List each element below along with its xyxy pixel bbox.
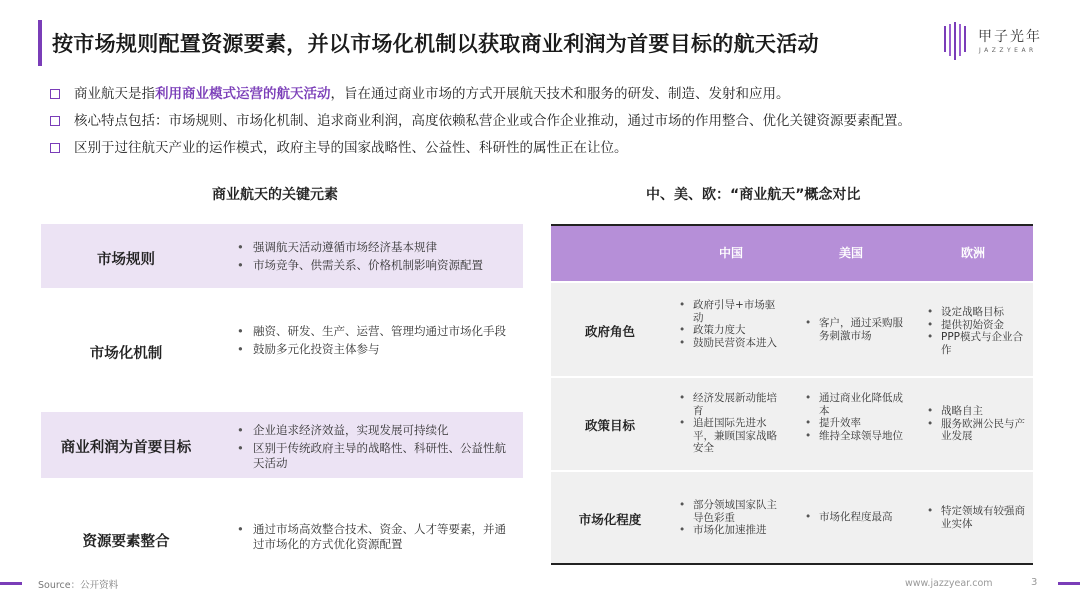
key-element-name: 市场规则 <box>97 252 155 268</box>
cell-usa <box>801 317 909 342</box>
table-top-border <box>551 224 1033 226</box>
list-item: • 维持全球领导地位 <box>801 430 909 443</box>
key-element-items <box>237 522 517 555</box>
square-bullet-icon <box>50 116 60 126</box>
key-element-row <box>41 478 523 568</box>
intro-bullets <box>48 85 1048 166</box>
cell-usa <box>801 392 909 442</box>
key-element-name: 市场化机制 <box>89 346 163 362</box>
list-item: • 强调航天活动遵循市场经济基本规律 <box>237 240 517 255</box>
column-header-usa: 美国 <box>838 246 863 260</box>
bullet-text: 商业航天是指 <box>74 86 155 102</box>
list-item: • 追赶国际先进水平，兼顾国家战略安全 <box>675 417 785 455</box>
page-title: 按市场规则配置资源要素，并以市场化机制以获取商业利润为首要目标的航天活动 <box>52 32 819 56</box>
list-item: • 政府引导+市场驱动 <box>675 299 785 324</box>
list-item: • 提升效率 <box>801 417 909 430</box>
list-item: • 通过商业化降低成本 <box>801 392 909 417</box>
row-label: 市场化程度 <box>578 512 642 527</box>
title-accent-bar <box>38 20 42 66</box>
key-element-row <box>41 412 523 478</box>
list-item: • 市场化加速推进 <box>675 524 785 537</box>
list-item: • 客户，通过采购服务刺激市场 <box>801 317 909 342</box>
bullet-highlight: 利用商业模式运营的航天活动 <box>155 86 331 102</box>
key-element-items <box>237 423 517 474</box>
list-item: • 企业追求经济效益，实现发展可持续化 <box>237 423 517 438</box>
cell-china <box>675 299 785 349</box>
list-item: • 区别于传统政府主导的战略性、科研性、公益性航天活动 <box>237 441 517 471</box>
list-item: • 通过市场高效整合技术、资金、人才等要素，并通过市场化的方式优化资源配置 <box>237 522 517 552</box>
list-item: • 鼓励多元化投资主体参与 <box>237 342 517 357</box>
cell-china <box>675 392 785 455</box>
key-element-row <box>41 288 523 412</box>
list-item: • 经济发展新动能培育 <box>675 392 785 417</box>
cell-usa <box>801 511 909 524</box>
list-item: • 融资、研发、生产、运营、管理均通过市场化手段 <box>237 324 517 339</box>
footer-accent-left <box>0 582 22 585</box>
list-item: • 提供初始资金 <box>923 319 1029 332</box>
list-item: • PPP模式与企业合作 <box>923 331 1029 356</box>
key-element-items <box>237 324 517 360</box>
key-element-items <box>237 240 517 276</box>
table-row <box>551 283 1033 376</box>
website-link[interactable]: www.jazzyear.com <box>905 578 993 589</box>
bullet-text: 核心特点包括：市场规则、市场化机制、追求商业利润，高度依赖私营企业或合作企业推动，通过市场的作用整合、优化关键资源要素配置。 <box>74 113 911 129</box>
column-header-china: 中国 <box>718 246 743 260</box>
brand-logo <box>942 20 1062 60</box>
column-header-europe: 欧洲 <box>960 246 985 260</box>
list-item: • 部分领域国家队主导色彩重 <box>675 499 785 524</box>
key-element-name: 资源要素整合 <box>82 534 170 550</box>
list-item: • 鼓励民营资本进入 <box>675 337 785 350</box>
intro-bullet <box>48 85 1048 112</box>
comparison-header-row <box>551 224 1033 281</box>
logo-text-en: JAZZYEAR <box>979 47 1037 54</box>
cell-europe <box>923 405 1029 443</box>
right-section-title: 中、美、欧：“商业航天”概念对比 <box>646 187 861 203</box>
square-bullet-icon <box>50 143 60 153</box>
key-element-name: 商业利润为首要目标 <box>60 440 192 456</box>
table-bottom-border <box>551 563 1033 565</box>
left-section-title: 商业航天的关键元素 <box>212 187 338 203</box>
comparison-table <box>551 224 1033 564</box>
bullet-text: ，旨在通过商业市场的方式开展航天技术和服务的研发、制造、发射和应用。 <box>330 86 790 102</box>
key-element-row <box>41 224 523 288</box>
list-item: • 市场竞争、供需关系、价格机制影响资源配置 <box>237 258 517 273</box>
cell-europe <box>923 505 1029 530</box>
table-row <box>551 378 1033 470</box>
page-number: 3 <box>1031 577 1038 588</box>
intro-bullet <box>48 112 1048 139</box>
logo-text-cn: 甲子光年 <box>978 29 1042 45</box>
list-item: • 市场化程度最高 <box>801 511 909 524</box>
list-item: • 服务欧洲公民与产业发展 <box>923 418 1029 443</box>
row-label: 政府角色 <box>584 324 635 339</box>
square-bullet-icon <box>50 89 60 99</box>
list-item: • 特定领域有较强商业实体 <box>923 505 1029 530</box>
row-label: 政策目标 <box>584 418 635 433</box>
list-item: • 战略自主 <box>923 405 1029 418</box>
intro-bullet <box>48 139 1048 166</box>
list-item: • 设定战略目标 <box>923 306 1029 319</box>
footer-accent-right <box>1058 582 1080 585</box>
list-item: • 政策力度大 <box>675 324 785 337</box>
cell-china <box>675 499 785 537</box>
table-row <box>551 472 1033 563</box>
logo-bars-icon <box>942 22 970 60</box>
cell-europe <box>923 306 1029 356</box>
source-note: Source：公开资料 <box>38 580 119 591</box>
bullet-text: 区别于过往航天产业的运作模式，政府主导的国家战略性、公益性、科研性的属性正在让位。 <box>74 140 628 156</box>
